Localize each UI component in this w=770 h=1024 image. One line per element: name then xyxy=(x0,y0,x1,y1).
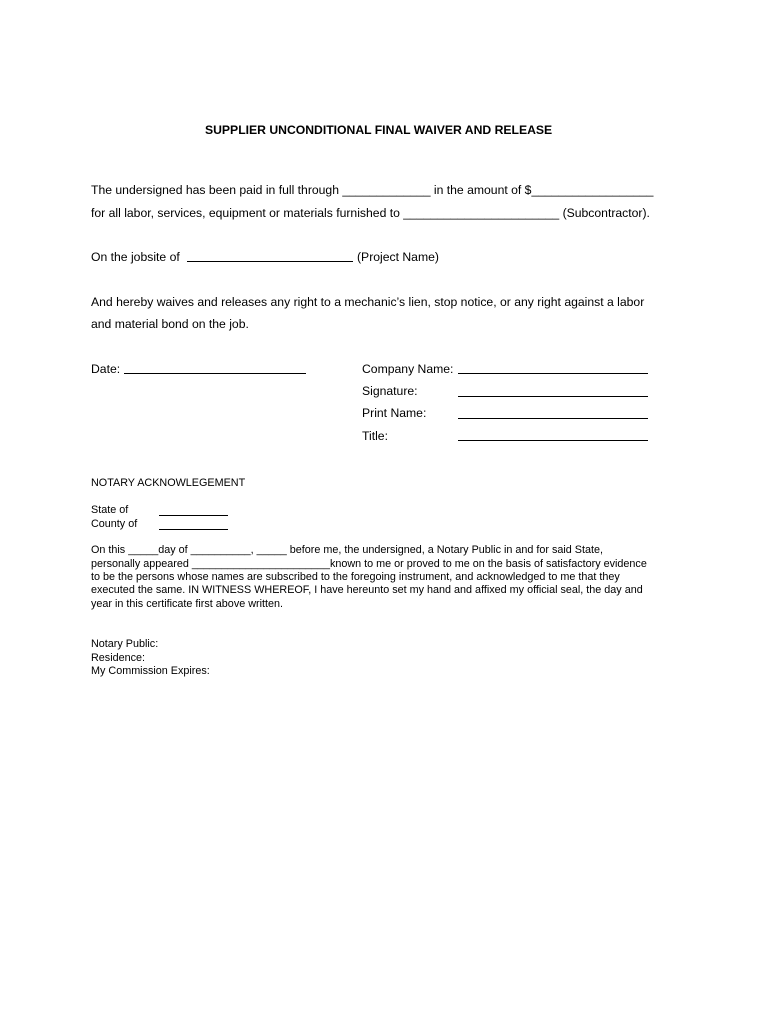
waiver-line-1: And hereby waives and releases any right to a mechanic’s lien, stop notice, or any right against a labor xyxy=(91,295,645,309)
waiver-line-2: and material bond on the job. xyxy=(91,317,249,331)
signature-line xyxy=(458,396,648,397)
residence-label: Residence: xyxy=(91,652,146,664)
notary-heading: NOTARY ACKNOWLEGEMENT xyxy=(91,477,246,489)
notary-public-label: Notary Public: xyxy=(91,638,159,650)
date-line xyxy=(124,373,306,374)
notary-paragraph-line: year in this certificate first above written. xyxy=(91,598,284,610)
jobsite-suffix: (Project Name) xyxy=(357,250,439,264)
print-name-line xyxy=(458,418,648,419)
signature-label: Signature: xyxy=(362,384,418,398)
commission-expires-label: My Commission Expires: xyxy=(91,665,210,677)
jobsite-blank-line xyxy=(187,261,353,262)
county-line xyxy=(159,529,228,530)
notary-paragraph-line: to be the persons whose names are subscribed to the foregoing instrument, and acknowledged to me that they xyxy=(91,571,620,583)
payment-line-2: for all labor, services, equipment or materials furnished to _______________________ (Subcontractor). xyxy=(91,206,650,220)
payment-line-1: The undersigned has been paid in full through _____________ in the amount of $__________________ xyxy=(91,183,654,197)
jobsite-label: On the jobsite of xyxy=(91,250,180,264)
state-label: State of xyxy=(91,504,129,516)
print-name-label: Print Name: xyxy=(362,406,427,420)
page-title: SUPPLIER UNCONDITIONAL FINAL WAIVER AND RELEASE xyxy=(205,123,553,137)
company-name-line xyxy=(458,373,648,374)
company-name-label: Company Name: xyxy=(362,362,454,376)
notary-paragraph-line: executed the same. IN WITNESS WHEREOF, I have hereunto set my hand and affixed my official seal, the day and xyxy=(91,584,643,596)
date-label: Date: xyxy=(91,362,121,376)
title-label: Title: xyxy=(362,429,388,443)
notary-paragraph-line: On this _____day of __________, _____ before me, the undersigned, a Notary Public in and for said State, xyxy=(91,544,604,556)
county-label: County of xyxy=(91,518,138,530)
state-line xyxy=(159,515,228,516)
notary-paragraph-line: personally appeared _______________________known to me or proved to me on the basis of satisfactory evidence xyxy=(91,558,647,570)
title-line xyxy=(458,440,648,441)
